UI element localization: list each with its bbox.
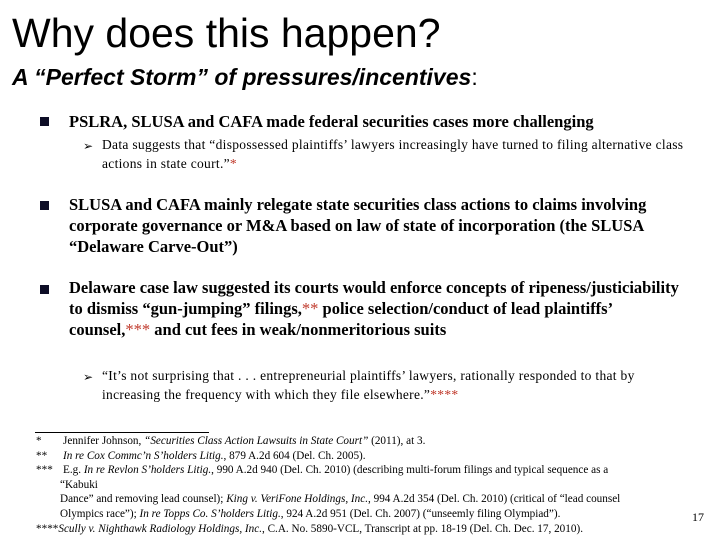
subtitle-text: A “Perfect Storm” of pressures/incentives (12, 64, 472, 90)
footnote-ref: *** (125, 320, 151, 339)
footnote-3-h: Olympics race”); (60, 507, 140, 520)
footnote-3-line-3 (36, 492, 676, 507)
footnote-3-f: King v. VeriFone Holdings, Inc. (226, 493, 368, 506)
square-bullet-icon (40, 201, 49, 210)
slide-title: Why does this happen? (12, 10, 441, 56)
footnote-ref: * (229, 155, 237, 171)
footnote-4-a: Scully v. Nighthawk Radiology Holdings, Inc. (58, 522, 262, 535)
bullet-3-part-c: and cut fees in weak/nonmeritorious suits (150, 320, 447, 339)
footnote-2 (36, 449, 676, 464)
footnote-3-e: Dance” and removing lead counsel); (60, 493, 227, 506)
footnote-mark: * (36, 435, 42, 447)
bullet-2-text: SLUSA and CAFA mainly relegate state securities class actions to claims involving corporate governance or M&A based on law of state of incorporation (the SLUSA “Delaware Carve-Out”) (69, 195, 647, 256)
footnote-1 (36, 434, 676, 449)
footnote-3-j: , 924 A.2d 951 (Del. Ch. 2007) (“unseemly filing Olympiad”). (280, 507, 561, 520)
footnote-divider (35, 432, 209, 433)
sub-quote: Data suggests that “dispossessed plaintiffs’ lawyers increasingly have turned to filing alternative class actions in state court.” (102, 137, 684, 171)
footnote-3-line-2: “Kabuki (60, 478, 98, 491)
footnotes (36, 434, 676, 536)
bullet-3-text (69, 277, 689, 340)
bullet-3-sub-text (102, 367, 687, 404)
footnote-3-g: , 994 A.2d 354 (Del. Ch. 2010) (critical of “lead counsel (368, 493, 621, 506)
footnote-ref: ** (301, 299, 319, 318)
arrow-bullet-icon: ➢ (83, 370, 94, 384)
footnote-mark: ** (36, 449, 48, 462)
footnote-mark: *** (36, 464, 53, 477)
sub-quote: “It’s not surprising that . . . entrepreneurial plaintiffs’ lawyers, rationally responded to that by increasing the frequency with which they file elsewhere.” (102, 368, 635, 402)
square-bullet-icon (40, 117, 49, 126)
footnote-2-a: In re Cox Commc’n S’holders Litig. (63, 449, 224, 462)
footnote-3-c: , 990 A.2d 940 (Del. Ch. 2010) (describing multi-forum filings and typical sequence as a (211, 464, 609, 477)
footnote-1-a: Jennifer Johnson, (63, 435, 145, 447)
page-number: 17 (692, 510, 704, 524)
footnote-1-c: (2011), at 3. (368, 435, 426, 447)
arrow-bullet-icon: ➢ (83, 139, 94, 153)
subtitle-colon: : (471, 64, 478, 90)
footnote-3-a: E.g. (63, 464, 84, 477)
footnote-3-i: In re Topps Co. S’holders Litig. (139, 507, 281, 520)
footnote-ref: **** (430, 386, 459, 402)
footnote-mark: **** (36, 522, 59, 535)
bullet-3-part-a: Delaware case law suggested its courts would enforce concepts of ripeness/justiciability to dismiss “gun-jumping” filings, (69, 278, 679, 318)
bullet-3-part-b: police selection/conduct of lead plaintiffs’ counsel, (69, 299, 612, 339)
slide-subtitle (12, 64, 478, 91)
square-bullet-icon (40, 285, 49, 294)
footnote-3-b: In re Revlon S’holders Litig. (83, 464, 212, 477)
bullet-1-sub-text (102, 136, 687, 173)
footnote-4 (36, 522, 676, 537)
footnote-2-b: , 879 A.2d 604 (Del. Ch. 2005). (223, 449, 366, 462)
footnote-1-b: “Securities Class Action Lawsuits in State Court” (144, 435, 369, 447)
bullet-1-text: PSLRA, SLUSA and CAFA made federal securities cases more challenging (69, 112, 594, 131)
footnote-3 (36, 463, 676, 478)
footnote-3-line-4 (36, 507, 676, 522)
footnote-4-b: , C.A. No. 5890-VCL, Transcript at pp. 18-19 (Del. Ch. Dec. 17, 2010). (262, 522, 583, 535)
